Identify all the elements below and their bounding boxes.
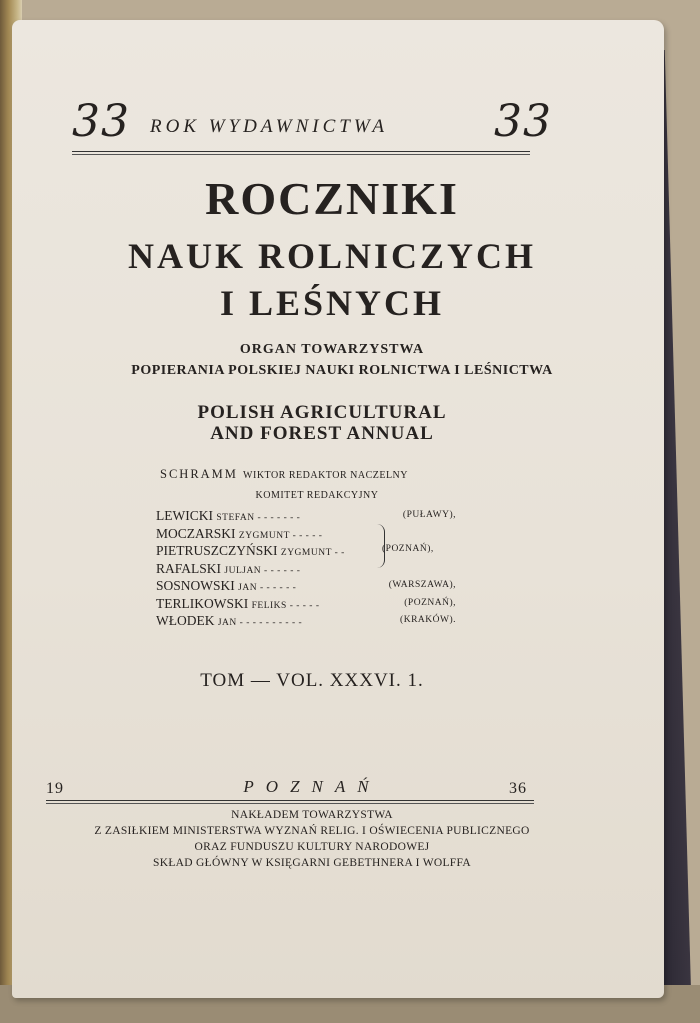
- member-given-name: JAN: [217, 618, 237, 628]
- group-city: (POZNAŃ),: [382, 544, 434, 554]
- member-given-name: FELIKS: [251, 600, 287, 611]
- english-title-line-2: AND FOREST ANNUAL: [210, 423, 434, 444]
- member-city: (WARSZAWA),: [388, 580, 456, 590]
- imprint-line-2: Z ZASIŁKIEM MINISTERSTWA WYZNAŃ RELIG. I OŚWIECENIA PUBLICZNEGO: [94, 825, 530, 837]
- imprint-line-4: SKŁAD GŁÓWNY W KSIĘGARNI GEBETHNERA I WOLFFA: [153, 857, 471, 869]
- edition-number-left: 33: [72, 96, 130, 147]
- member-given-name: ZYGMUNT: [238, 530, 290, 541]
- english-title-line-1: POLISH AGRICULTURAL: [197, 402, 447, 423]
- member-surname: WŁODEK: [156, 613, 215, 628]
- member-dots: - - - - - - -: [254, 513, 301, 523]
- member-given-name: JULJAN: [224, 565, 262, 576]
- member-dots: - - - - -: [286, 600, 320, 611]
- title-line-2: NAUK ROLNICZYCH: [127, 236, 537, 276]
- chief-editor: [160, 467, 408, 482]
- edition-number-right: 33: [494, 96, 552, 147]
- imprint-line-3: ORAZ FUNDUSZU KULTURY NARODOWEJ: [194, 841, 430, 853]
- title-line-1: ROCZNIKI: [205, 173, 459, 224]
- committee-member: [156, 613, 456, 631]
- member-surname: SOSNOWSKI: [156, 578, 235, 593]
- committee-member: [156, 508, 456, 526]
- title-page: [12, 20, 664, 998]
- committee-list: [156, 508, 456, 631]
- member-dots: - - - - - - - - - -: [236, 618, 303, 628]
- member-given-name: JAN: [238, 583, 258, 593]
- committee-member: [156, 596, 456, 614]
- member-city: (PUŁAWY),: [402, 510, 456, 520]
- member-given-name: STEFAN: [216, 513, 255, 523]
- editor-rest: WIKTOR REDAKTOR NACZELNY: [243, 470, 409, 481]
- member-dots: - - - - -: [289, 530, 323, 541]
- publication-place: POZNAŃ: [243, 777, 381, 796]
- member-dots: - -: [331, 548, 345, 558]
- header-rule: [72, 151, 530, 155]
- imprint-line-1: NAKŁADEM TOWARZYSTWA: [231, 809, 393, 821]
- committee-label: KOMITET REDAKCYJNY: [255, 490, 379, 501]
- member-city: (POZNAŃ),: [404, 597, 456, 608]
- committee-member: [156, 526, 456, 544]
- member-surname: RAFALSKI: [156, 560, 222, 576]
- editor-surname: SCHRAMM: [160, 467, 238, 481]
- organ-line-1: ORGAN TOWARZYSTWA: [239, 342, 425, 357]
- committee-member: [156, 578, 456, 596]
- member-surname: LEWICKI: [156, 508, 213, 523]
- edition-label: ROK WYDAWNICTWA: [150, 116, 388, 137]
- member-dots: - - - - - -: [261, 565, 301, 576]
- title-line-3: I LEŚNYCH: [219, 283, 445, 323]
- member-surname: MOCZARSKI: [156, 525, 236, 541]
- member-given-name: ZYGMUNT: [280, 548, 332, 558]
- edition-year-line: [72, 96, 552, 152]
- organ-line-2: POPIERANIA POLSKIEJ NAUKI ROLNICTWA I LEŚNICTWA: [131, 363, 553, 378]
- member-surname: TERLIKOWSKI: [156, 595, 249, 611]
- member-city: (KRAKÓW).: [400, 615, 456, 625]
- member-surname: PIETRUSZCZYŃSKI: [156, 543, 278, 558]
- volume-number: TOM — VOL. XXXVI. 1.: [200, 670, 424, 691]
- footer-rule: [46, 800, 534, 804]
- year-second-part: 36: [509, 780, 527, 797]
- member-dots: - - - - - -: [257, 583, 297, 593]
- committee-member: [156, 561, 456, 579]
- year-first-part: 19: [46, 780, 64, 797]
